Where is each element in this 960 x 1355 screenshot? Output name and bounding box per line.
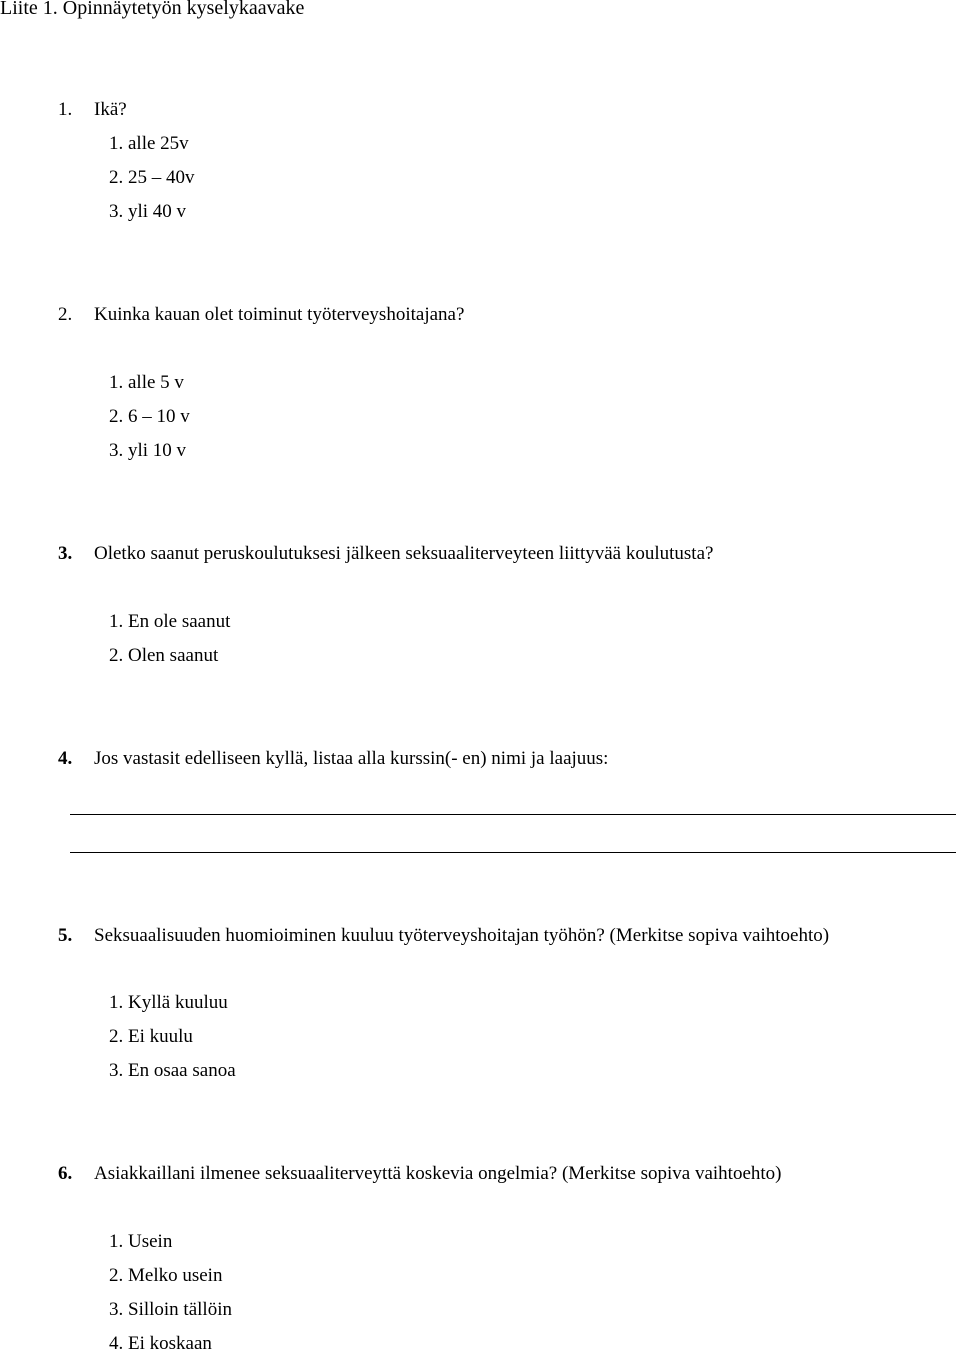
option[interactable]: 4. Ei koskaan bbox=[109, 1333, 212, 1354]
question-text: Oletko saanut peruskoulutuksesi jälkeen seksuaaliterveyteen liittyvää koulutusta? bbox=[94, 543, 714, 564]
option[interactable]: 2. 6 – 10 v bbox=[109, 406, 190, 427]
option[interactable]: 2. 25 – 40v bbox=[109, 167, 195, 188]
question-number: 4. bbox=[58, 748, 73, 769]
question-3 bbox=[58, 543, 938, 565]
option[interactable]: 1. Usein bbox=[109, 1231, 173, 1252]
question-number: 5. bbox=[58, 925, 73, 946]
question-1 bbox=[58, 99, 938, 121]
option[interactable]: 3. yli 10 v bbox=[109, 440, 187, 461]
option[interactable]: 1. alle 5 v bbox=[109, 372, 184, 393]
option[interactable]: 1. En ole saanut bbox=[109, 611, 231, 632]
option[interactable]: 2. Melko usein bbox=[109, 1265, 223, 1286]
question-text: Kuinka kauan olet toiminut työterveyshoitajana? bbox=[94, 304, 465, 325]
option[interactable]: 3. Silloin tällöin bbox=[109, 1299, 232, 1320]
page-header: Liite 1. Opinnäytetyön kyselykaavake bbox=[0, 0, 305, 19]
question-text: Ikä? bbox=[94, 99, 127, 120]
option[interactable]: 3. yli 40 v bbox=[109, 201, 187, 222]
question-number: 2. bbox=[58, 304, 73, 325]
question-4 bbox=[58, 748, 938, 770]
question-5 bbox=[58, 925, 938, 947]
answer-line[interactable] bbox=[70, 814, 956, 815]
option[interactable]: 2. Ei kuulu bbox=[109, 1026, 193, 1047]
option[interactable]: 1. Kyllä kuuluu bbox=[109, 992, 228, 1013]
question-number: 6. bbox=[58, 1163, 73, 1184]
option[interactable]: 1. alle 25v bbox=[109, 133, 189, 154]
question-number: 3. bbox=[58, 543, 73, 564]
option[interactable]: 2. Olen saanut bbox=[109, 645, 219, 666]
question-text: Jos vastasit edelliseen kyllä, listaa alla kurssin(- en) nimi ja laajuus: bbox=[94, 748, 609, 769]
question-6 bbox=[58, 1163, 938, 1185]
question-text: Seksuaalisuuden huomioiminen kuuluu työterveyshoitajan työhön? (Merkitse sopiva vaihtoehto) bbox=[94, 925, 830, 946]
answer-line[interactable] bbox=[70, 852, 956, 853]
question-text: Asiakkaillani ilmenee seksuaaliterveyttä koskevia ongelmia? (Merkitse sopiva vaihtoehto) bbox=[94, 1163, 782, 1184]
option[interactable]: 3. En osaa sanoa bbox=[109, 1060, 236, 1081]
question-number: 1. bbox=[58, 99, 73, 120]
question-2 bbox=[58, 304, 938, 326]
